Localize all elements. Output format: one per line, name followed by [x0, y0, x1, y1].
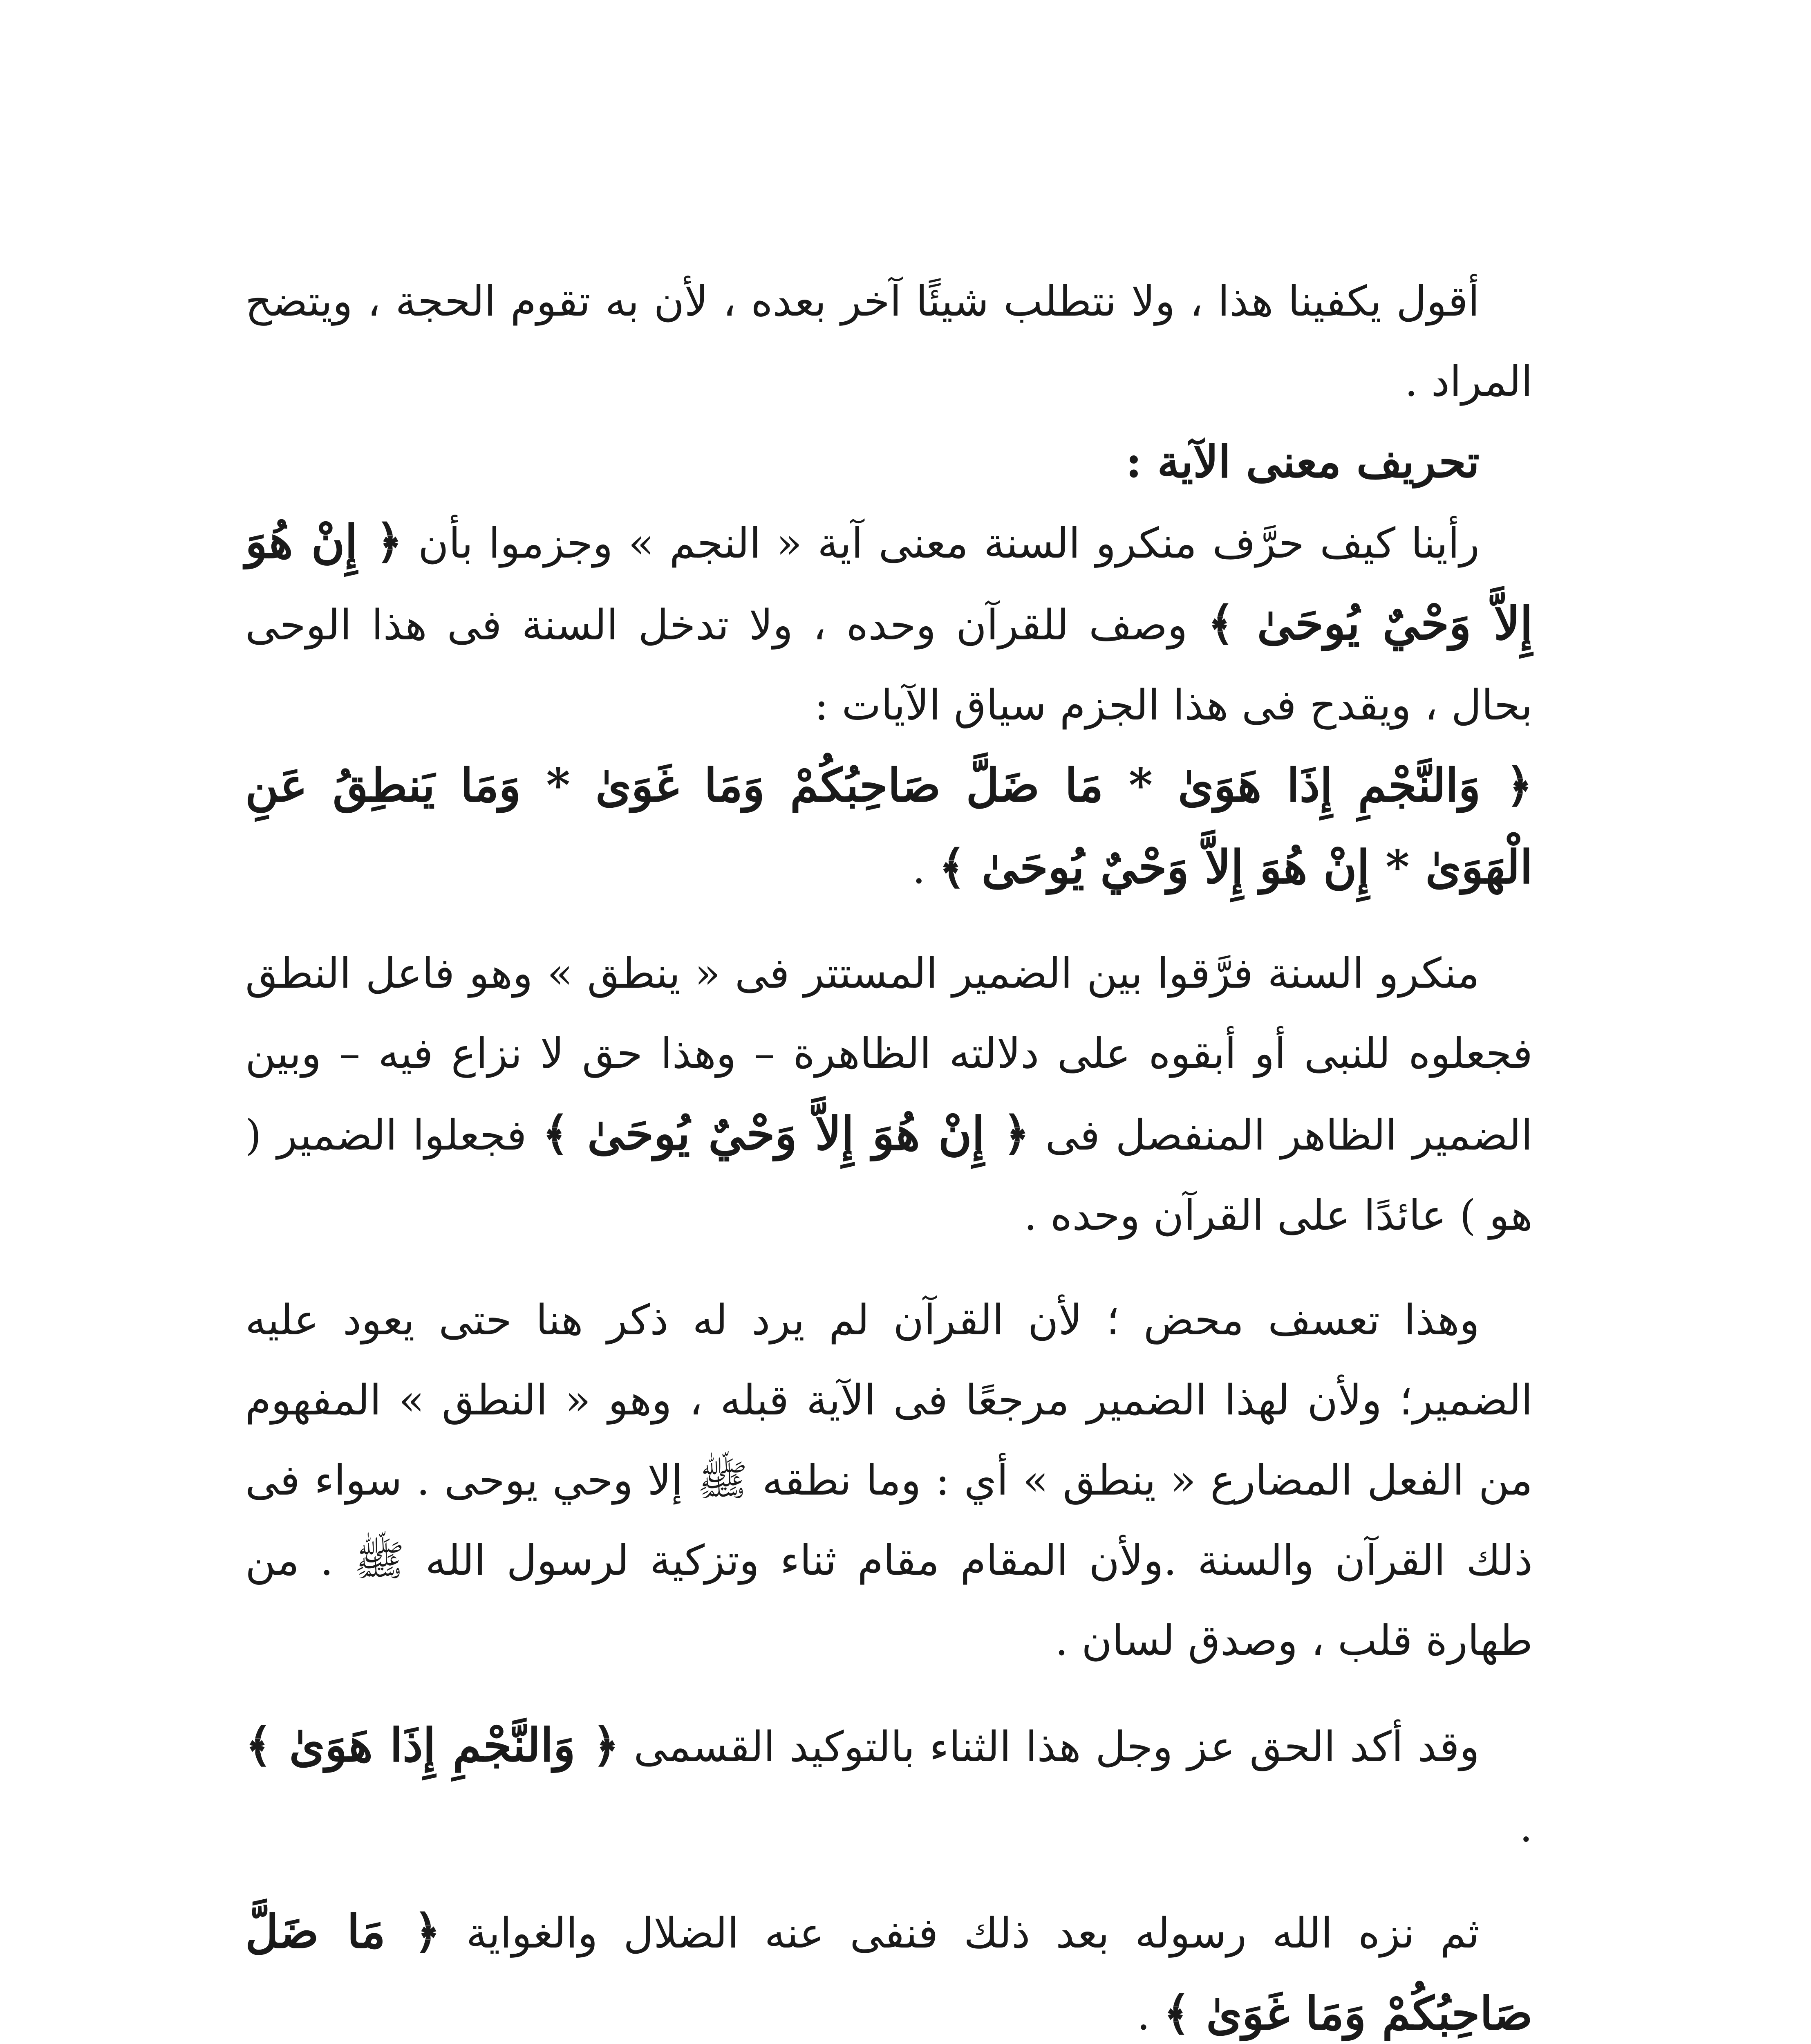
text-run: . [1519, 1803, 1533, 1851]
text-run: فجعلوا الضمير ( هو ) عائدًا على القرآن وحده . [245, 1111, 1533, 1240]
quran-verse: ﴿ إِنْ هُوَ إِلاَّ وَحْيٌ يُوحَىٰ ﴾ [542, 1107, 1030, 1161]
quran-verse: ﴿ مَا ضَلَّ صَاحِبُكُمْ وَمَا غَوَىٰ ﴾ [245, 1905, 1533, 2040]
page-body [245, 262, 1533, 2044]
paragraph-6 [245, 1706, 1533, 1867]
text-run: أقول يكفينا هذا ، ولا نتطلب شيئًا آخر بعده ، لأن به تقوم الحجة ، ويتضح المراد . [245, 277, 1533, 406]
section-heading: تحريف معنى الآية : [1125, 436, 1480, 488]
text-run: وصف للقرآن وحده ، ولا تدخل السنة فى هذا الوحى بحال ، ويقدح فى هذا الجزم سياق الآيات : [245, 601, 1533, 730]
paragraph-7 [245, 1892, 1533, 2044]
text-run: وقد أكد الحق عز وجل هذا الثناء بالتوكيد القسمى [619, 1723, 1480, 1771]
text-run: منكرو السنة فرَّقوا بين الضمير المستتر فى « ينطق » وهو فاعل النطق فجعلوه للنبى أو أبقوه على دلالته الظاهرة – وهذا حق لا نزاع فيه – وبين الضمير الظاهر المنفصل فى [245, 949, 1533, 1160]
text-run: . [912, 845, 939, 893]
paragraph-2 [245, 502, 1533, 746]
quran-verse: ﴿ وَالنَّجْمِ إِذَا هَوَىٰ * مَا ضَلَّ صَاحِبُكُمْ وَمَا غَوَىٰ * وَمَا يَنطِقُ عَنِ الْهَوَىٰ * إِنْ هُوَ إِلاَّ وَحْيٌ يُوحَىٰ ﴾ [245, 759, 1533, 894]
paragraph-4 [245, 934, 1533, 1256]
quran-verse: ﴿ وَالنَّجْمِ إِذَا هَوَىٰ ﴾ [245, 1719, 620, 1772]
text-run: وهذا تعسف محض ؛ لأن القرآن لم يرد له ذكر هنا حتى يعود عليه الضمير؛ ولأن لهذا الضمير مرجعًا فى الآية قبله ، وهو « النطق » المفهوم من الفعل المضارع « ينطق » أي : وما نطقه ﷺ إلا وحي يوحى . سواء فى ذلك القرآن والسنة .ولأن المقام مقام ثناء وتزكية لرسول الله ﷺ . من طهارة قلب ، وصدق لسان . [245, 1296, 1533, 1665]
text-run: ثم نزه الله رسوله بعد ذلك فنفى عنه الضلال والغواية [440, 1909, 1480, 1958]
paragraph-5 [245, 1280, 1533, 1681]
text-run: . [1137, 1991, 1164, 2040]
paragraph-1 [245, 262, 1533, 422]
text-run: رأينا كيف حرَّف منكرو السنة معنى آية « النجم » وجزموا بأن [403, 519, 1480, 568]
paragraph-3 [245, 746, 1533, 909]
quran-verse: ﴿ إِنْ هُوَ إِلاَّ وَحْيٌ يُوحَىٰ ﴾ [245, 515, 1533, 650]
